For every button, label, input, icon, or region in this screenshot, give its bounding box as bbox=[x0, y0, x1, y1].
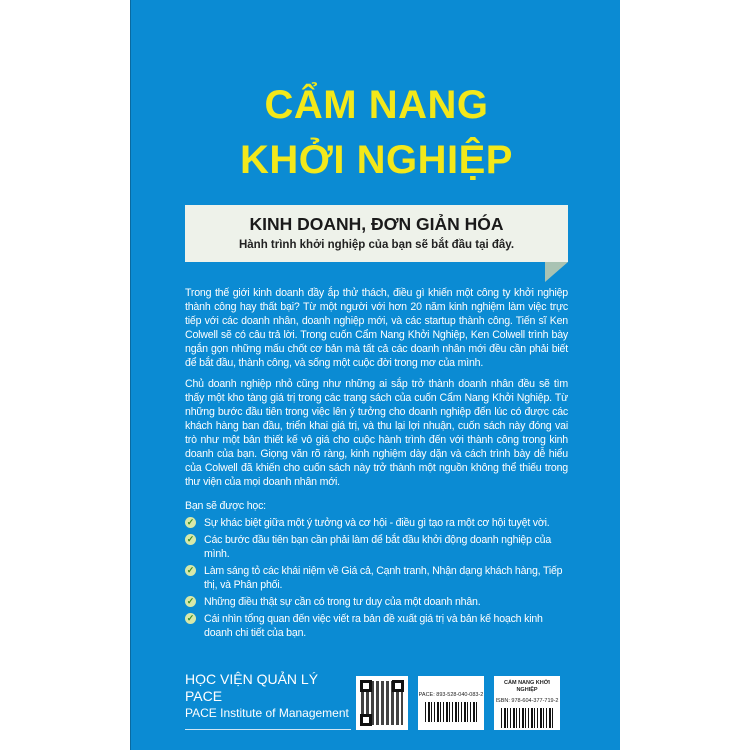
footer bbox=[185, 671, 568, 730]
paragraph-1: Trong thế giới kinh doanh đầy ắp thử thách, điều gì khiến một công ty khởi nghiệp thành công hay thất bại? Từ một người với hơn 20 năm kinh nghiệm làm việc trực tiếp với các doanh nhân, doanh nghiệp mới, và các startup thành công. Tiến sĩ Ken Colwell sẽ có câu trả lời. Trong cuốn Cẩm Nang Khởi Nghiệp, Ken Colwell trình bày ngắn gọn những mấu chốt cơ bản mà tất cả các doanh nhân mới đều cần phải biết để bắt đầu, thành công, và sống một cuộc đời trong mơ của mình. bbox=[185, 287, 568, 369]
tagline-banner-wrap bbox=[185, 205, 568, 262]
list-item bbox=[185, 564, 568, 592]
list-item bbox=[185, 516, 568, 530]
banner-subheading: Hành trình khởi nghiệp của bạn sẽ bắt đầu tại đây. bbox=[238, 239, 515, 251]
paragraph-2: Chủ doanh nghiệp nhỏ cũng như những ai sắp trở thành doanh nhân đều sẽ tìm thấy một kho tàng giá trị trong các trang sách của cuốn Cẩm Nang Khởi Nghiệp. Từ những bước đầu tiên trong việc lên ý tưởng cho doanh nghiệp đến lúc có được các khách hàng ban đầu, triển khai giá trị, và thu lại lợi nhuận, cuốn sách này đóng vai trò như một bản thiết kế vô giá cho cuộc hành trình đến với thành công trong kinh doanh của bạn. Giọng văn rõ ràng, kinh nghiệm dày dặn và cách trình bày dễ hiểu của Colwell đã khiến cho cuốn sách này trở thành một nguồn không thể thiếu trong thư viện của mọi doanh nhân mới. bbox=[185, 378, 568, 488]
pace-barcode bbox=[418, 676, 484, 730]
title-line-1: CẨM NANG bbox=[264, 83, 489, 127]
check-circle-icon: ✓ bbox=[186, 517, 195, 527]
title-line-2: KHỞI NGHIỆP bbox=[240, 138, 513, 182]
list-item bbox=[185, 533, 568, 561]
barcode-bars bbox=[425, 702, 477, 722]
publisher-name-vi: HỌC VIỆN QUẢN LÝ PACE bbox=[185, 671, 319, 704]
isbn-barcode bbox=[494, 676, 560, 730]
check-circle-icon: ✓ bbox=[186, 613, 195, 623]
qr-corner bbox=[360, 680, 372, 692]
isbn-code: ISBN: 978-604-377-719-2 bbox=[495, 698, 559, 704]
learn-list bbox=[185, 516, 568, 640]
qr-corner bbox=[360, 714, 372, 726]
list-item bbox=[185, 612, 568, 640]
description bbox=[185, 286, 568, 643]
list-item-text: Sự khác biệt giữa một ý tưởng và cơ hội - điều gì tạo ra một cơ hội tuyệt vời. bbox=[204, 517, 550, 529]
pace-code: PACE: 893-528-040-083-2 bbox=[418, 692, 484, 698]
barcode-bars bbox=[501, 708, 553, 728]
publisher-name-en: PACE Institute of Management bbox=[185, 706, 349, 720]
qr-code bbox=[356, 676, 408, 730]
check-circle-icon: ✓ bbox=[186, 565, 195, 575]
learn-heading: Bạn sẽ được học: bbox=[185, 500, 266, 512]
list-item-text: Làm sáng tỏ các khái niệm về Giá cả, Cạnh tranh, Nhận dạng khách hàng, Tiếp thị, và Phân phối. bbox=[204, 565, 563, 591]
check-circle-icon: ✓ bbox=[186, 596, 195, 606]
book-back-cover bbox=[130, 0, 620, 750]
check-circle-icon: ✓ bbox=[186, 534, 195, 544]
banner-heading: KINH DOANH, ĐƠN GIẢN HÓA bbox=[249, 214, 504, 234]
tagline-banner bbox=[185, 205, 568, 262]
banner-fold bbox=[545, 262, 568, 282]
list-item-text: Những điều thật sự cần có trong tư duy của một doanh nhân. bbox=[204, 596, 481, 608]
publisher bbox=[185, 671, 351, 730]
qr-corner bbox=[392, 680, 404, 692]
barcode-book-title: CẨM NANG KHỞI NGHIỆP bbox=[504, 680, 550, 693]
list-item-text: Cái nhìn tổng quan đến việc viết ra bản đề xuất giá trị và bản kế hoạch kinh doanh chi tiết của bạn. bbox=[204, 613, 543, 639]
list-item bbox=[185, 595, 568, 609]
list-item-text: Các bước đầu tiên bạn cần phải làm để bắt đầu khởi động doanh nghiệp của mình. bbox=[204, 534, 552, 560]
